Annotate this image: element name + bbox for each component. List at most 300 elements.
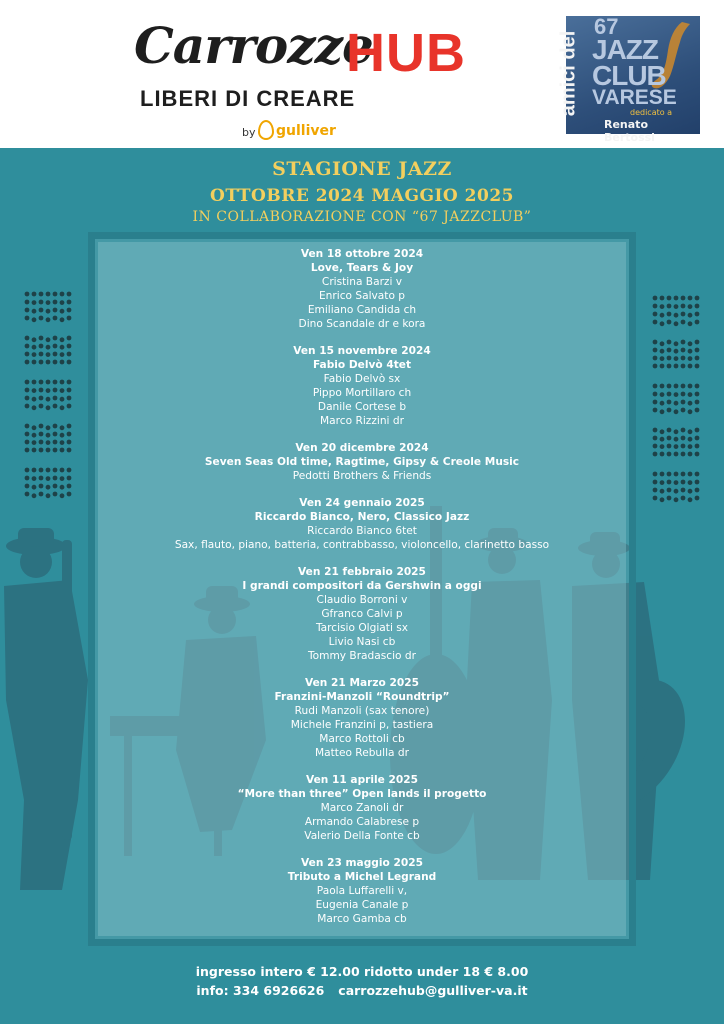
grill-dot xyxy=(674,313,679,318)
grill-dot xyxy=(39,396,44,401)
grill-dot xyxy=(53,344,58,349)
grill-dot xyxy=(681,428,686,433)
jazzclub-amici-text: amici del xyxy=(557,30,580,117)
grill-dot xyxy=(39,432,44,437)
grill-dot xyxy=(660,480,665,485)
grill-dot xyxy=(695,384,700,389)
grill-dot xyxy=(660,364,665,369)
grill-dot xyxy=(53,352,58,357)
event-item xyxy=(98,344,626,428)
grill-dot xyxy=(32,337,37,342)
grill-dot xyxy=(653,348,658,353)
grill-dot xyxy=(674,472,679,477)
grill-dot xyxy=(25,468,30,473)
grill-dot xyxy=(667,320,672,325)
grill-dot xyxy=(681,348,686,353)
jazzclub-number: 67 xyxy=(594,14,619,39)
grill-dot xyxy=(674,409,679,414)
event-date: Ven 20 dicembre 2024 xyxy=(295,442,429,454)
grill-dot xyxy=(667,392,672,397)
grill-dot xyxy=(695,488,700,493)
grill-dot xyxy=(688,341,693,346)
grill-dot xyxy=(60,485,65,490)
grill-dot xyxy=(674,437,679,442)
grill-dot xyxy=(695,312,700,317)
logo-tagline: LIBERI DI CREARE xyxy=(140,86,356,111)
grill-dot xyxy=(660,401,665,406)
grill-dot xyxy=(60,476,65,481)
grill-dot xyxy=(46,337,51,342)
event-title: Seven Seas Old time, Ragtime, Gipsy & Creole Music xyxy=(204,456,520,468)
event-lineup-line: Emiliano Candida ch xyxy=(307,304,417,316)
season-titles xyxy=(0,156,724,226)
grill-dot xyxy=(53,476,58,481)
grill-dot xyxy=(32,352,37,357)
event-item xyxy=(98,441,626,483)
event-lineup-line: Pippo Mortillaro ch xyxy=(312,387,412,399)
event-lineup-line: Sax, flauto, piano, batteria, contrabbasso, violoncello, clarinetto basso xyxy=(174,539,550,551)
grill-dot xyxy=(60,388,65,393)
grill-dot xyxy=(681,400,686,405)
event-lineup-line: Marco Gamba cb xyxy=(317,913,407,925)
grill-dot xyxy=(25,292,30,297)
event-date: Ven 23 maggio 2025 xyxy=(301,857,423,869)
event-lineup-line: Gfranco Calvi p xyxy=(321,608,403,620)
event-lineup-line: Fabio Delvò sx xyxy=(323,373,401,385)
event-date: Ven 21 Marzo 2025 xyxy=(305,677,419,689)
grill-dot xyxy=(681,312,686,317)
grill-dot xyxy=(688,429,693,434)
season-period: OTTOBRE 2024 MAGGIO 2025 xyxy=(210,186,514,206)
phone-info: info: 334 6926626 xyxy=(196,983,325,998)
grill-dot xyxy=(667,472,672,477)
grill-dot xyxy=(674,384,679,389)
grill-dot xyxy=(53,388,58,393)
grill-dot xyxy=(653,488,658,493)
grill-dot xyxy=(667,364,672,369)
event-lineup-line: Claudio Borroni v xyxy=(316,594,408,606)
event-lineup-line: Matteo Rebulla dr xyxy=(315,747,409,759)
season-title: STAGIONE JAZZ xyxy=(272,158,452,180)
event-item xyxy=(98,676,626,760)
grill-dot xyxy=(60,433,65,438)
grill-dot xyxy=(681,488,686,493)
grill-dot xyxy=(53,448,58,453)
grill-dot xyxy=(25,344,30,349)
header-banner xyxy=(0,0,724,148)
grill-dot xyxy=(653,340,658,345)
grill-dot xyxy=(53,316,58,321)
grill-dot xyxy=(53,396,58,401)
event-lineup-line: Armando Calabrese p xyxy=(304,816,420,828)
grill-dot xyxy=(60,440,65,445)
grill-dot xyxy=(667,428,672,433)
jazzclub-jazz-text: JAZZ xyxy=(592,34,658,65)
grill-dot xyxy=(60,380,65,385)
grill-dot xyxy=(32,448,37,453)
event-title: Fabio Delvò 4tet xyxy=(312,359,412,371)
event-lineup-line: Pedotti Brothers & Friends xyxy=(292,470,432,482)
grill-dot xyxy=(32,309,37,314)
event-lineup-line: Valerio Della Fonte cb xyxy=(304,830,420,842)
event-lineup-line: Dino Scandale dr e kora xyxy=(298,318,426,330)
grill-dot xyxy=(67,344,72,349)
grill-dot xyxy=(39,388,44,393)
gulliver-logo-text: gulliver xyxy=(276,123,336,139)
grill-dot xyxy=(53,432,58,437)
grill-dot xyxy=(660,356,665,361)
grill-dot xyxy=(39,316,44,321)
email-link[interactable]: carrozzehub@gulliver-va.it xyxy=(338,983,528,998)
grill-dot xyxy=(32,397,37,402)
grill-dot xyxy=(60,448,65,453)
grill-dot xyxy=(25,336,30,341)
grill-dot xyxy=(660,444,665,449)
grill-dot xyxy=(695,480,700,485)
grill-dot xyxy=(653,444,658,449)
grill-dot xyxy=(25,492,30,497)
grill-dot xyxy=(695,444,700,449)
grill-dot xyxy=(674,401,679,406)
grill-dot xyxy=(667,348,672,353)
event-lineup-line: Paola Luffarelli v, xyxy=(316,885,408,897)
grill-dot xyxy=(25,448,30,453)
grill-dot xyxy=(681,304,686,309)
grill-dot xyxy=(32,360,37,365)
grill-dot xyxy=(695,340,700,345)
grill-dot xyxy=(653,364,658,369)
grill-dot xyxy=(674,489,679,494)
grill-dot xyxy=(53,468,58,473)
grill-dot xyxy=(688,480,693,485)
event-lineup-line: Danile Cortese b xyxy=(317,401,407,413)
jazzclub-dedication: dedicato a xyxy=(630,108,673,117)
grill-dot xyxy=(32,440,37,445)
grill-dot xyxy=(681,436,686,441)
grill-dot xyxy=(660,472,665,477)
grill-dot xyxy=(25,476,30,481)
grill-dot xyxy=(667,340,672,345)
event-lineup-line: Michele Franzini p, tastiera xyxy=(290,719,434,731)
grill-dot xyxy=(53,300,58,305)
grill-dot xyxy=(32,345,37,350)
grill-dot xyxy=(667,452,672,457)
event-item xyxy=(98,565,626,663)
grill-dot xyxy=(681,356,686,361)
grill-dot xyxy=(46,425,51,430)
grill-dot xyxy=(688,313,693,318)
grill-dot xyxy=(695,408,700,413)
grill-dot xyxy=(25,388,30,393)
grill-dot xyxy=(653,296,658,301)
event-title: I grandi compositori da Gershwin a oggi xyxy=(242,580,482,592)
grill-dot xyxy=(39,424,44,429)
grill-dot xyxy=(681,408,686,413)
grill-dot xyxy=(653,392,658,397)
carrozzehub-logo xyxy=(134,16,466,146)
grill-dot xyxy=(660,321,665,326)
grill-dot xyxy=(46,448,51,453)
grill-dot xyxy=(25,424,30,429)
event-lineup-line: Tommy Bradascio dr xyxy=(308,650,416,662)
grill-dot xyxy=(25,440,30,445)
event-lineup-line: Marco Rizzini dr xyxy=(320,415,404,427)
event-item xyxy=(98,856,626,926)
grill-dot xyxy=(67,360,72,365)
grill-dot xyxy=(46,493,51,498)
grill-dot xyxy=(674,349,679,354)
grill-dot xyxy=(67,300,72,305)
grill-dot xyxy=(653,408,658,413)
grill-dot xyxy=(25,484,30,489)
grill-dot xyxy=(688,472,693,477)
grill-dot xyxy=(660,384,665,389)
grill-dot xyxy=(39,344,44,349)
grill-dot xyxy=(653,428,658,433)
event-title: Riccardo Bianco, Nero, Classico Jazz xyxy=(254,511,470,523)
grill-dot xyxy=(60,493,65,498)
grill-dot xyxy=(39,440,44,445)
grill-dot xyxy=(39,404,44,409)
grill-dot xyxy=(674,341,679,346)
grill-dot xyxy=(674,356,679,361)
event-date: Ven 11 aprile 2025 xyxy=(305,774,419,786)
grill-dot xyxy=(39,468,44,473)
grill-dot xyxy=(681,392,686,397)
grill-dot xyxy=(660,349,665,354)
grill-dot xyxy=(46,397,51,402)
grill-dot xyxy=(46,317,51,322)
grill-dot xyxy=(688,296,693,301)
logo-hub-text: HUB xyxy=(346,23,466,83)
grill-dot xyxy=(39,292,44,297)
grill-dot xyxy=(67,404,72,409)
grill-dot xyxy=(46,292,51,297)
grill-dot xyxy=(667,480,672,485)
event-title: “More than three” Open lands il progetto xyxy=(237,788,487,800)
grill-dot xyxy=(53,380,58,385)
grill-dot xyxy=(660,437,665,442)
grill-dot xyxy=(39,352,44,357)
grill-dot xyxy=(695,400,700,405)
grill-dot xyxy=(67,380,72,385)
grill-dot xyxy=(32,300,37,305)
grill-dot xyxy=(688,384,693,389)
grill-dot xyxy=(67,396,72,401)
grill-dot xyxy=(674,429,679,434)
grill-dot xyxy=(25,396,30,401)
grill-dot xyxy=(688,444,693,449)
grill-dot xyxy=(653,320,658,325)
grill-dot xyxy=(667,408,672,413)
grill-dot xyxy=(32,388,37,393)
jazzclub-logo xyxy=(557,14,700,144)
grill-dot xyxy=(660,304,665,309)
grill-dot xyxy=(67,476,72,481)
grill-dot xyxy=(67,316,72,321)
grill-dot xyxy=(660,409,665,414)
grill-dot xyxy=(53,440,58,445)
grill-dot xyxy=(653,480,658,485)
grill-dot xyxy=(695,296,700,301)
contact-line xyxy=(0,981,724,1000)
grill-dot xyxy=(695,436,700,441)
grill-dot xyxy=(46,300,51,305)
grill-dot xyxy=(67,424,72,429)
grill-dot xyxy=(39,484,44,489)
grill-dot xyxy=(695,356,700,361)
collaboration-line: IN COLLABORAZIONE CON “67 JAZZCLUB” xyxy=(192,209,532,225)
grill-dot xyxy=(60,468,65,473)
event-lineup-line: Eugenia Canale p xyxy=(315,899,409,911)
grill-dot xyxy=(60,397,65,402)
grill-dot xyxy=(32,433,37,438)
grill-dot xyxy=(681,472,686,477)
grill-dot xyxy=(667,356,672,361)
grill-dot xyxy=(25,300,30,305)
event-lineup-line: Marco Rottoli cb xyxy=(319,733,405,745)
grill-dot xyxy=(32,405,37,410)
grill-dot xyxy=(39,448,44,453)
event-date: Ven 21 febbraio 2025 xyxy=(298,566,426,578)
grill-dot xyxy=(39,492,44,497)
grill-dot xyxy=(688,304,693,309)
grill-dot xyxy=(53,292,58,297)
grill-dot xyxy=(688,401,693,406)
grill-dot xyxy=(46,388,51,393)
event-date: Ven 15 novembre 2024 xyxy=(293,345,431,357)
grill-dot xyxy=(53,308,58,313)
grill-dot xyxy=(25,380,30,385)
grill-dot xyxy=(25,316,30,321)
event-date: Ven 18 ottobre 2024 xyxy=(300,248,424,260)
grill-dot xyxy=(46,440,51,445)
grill-dot xyxy=(46,433,51,438)
grill-dot xyxy=(60,360,65,365)
grill-dot xyxy=(39,360,44,365)
grill-dot xyxy=(39,380,44,385)
grill-dot xyxy=(667,304,672,309)
jazzclub-city-text: VARESE xyxy=(592,86,677,109)
grill-dot xyxy=(688,452,693,457)
grill-dot xyxy=(681,320,686,325)
grill-dot xyxy=(67,492,72,497)
grill-dot xyxy=(653,384,658,389)
grill-dot xyxy=(681,480,686,485)
grill-dot xyxy=(67,336,72,341)
grill-dot xyxy=(695,320,700,325)
grill-dot xyxy=(46,476,51,481)
grill-dot xyxy=(46,405,51,410)
event-lineup-line: Tarcisio Olgiati sx xyxy=(315,622,409,634)
grill-dot xyxy=(695,364,700,369)
grill-dot xyxy=(46,352,51,357)
speaker-grill-left xyxy=(22,288,74,508)
grill-dot xyxy=(32,380,37,385)
grill-dot xyxy=(46,468,51,473)
grill-dot xyxy=(67,440,72,445)
grill-dot xyxy=(660,392,665,397)
grill-dot xyxy=(667,312,672,317)
grill-dot xyxy=(60,292,65,297)
grill-dot xyxy=(667,400,672,405)
grill-dot xyxy=(67,432,72,437)
grill-dot xyxy=(60,317,65,322)
grill-dot xyxy=(39,476,44,481)
grill-dot xyxy=(695,392,700,397)
grill-dot xyxy=(653,436,658,441)
grill-dot xyxy=(53,424,58,429)
event-lineup-line: Livio Nasi cb xyxy=(328,636,396,648)
grill-dot xyxy=(39,336,44,341)
ticket-prices: ingresso intero € 12.00 ridotto under 18 € 8.00 xyxy=(195,964,529,979)
grill-dot xyxy=(660,452,665,457)
grill-dot xyxy=(32,425,37,430)
gulliver-egg-icon xyxy=(258,120,274,140)
grill-dot xyxy=(674,321,679,326)
grill-dot xyxy=(674,392,679,397)
grill-dot xyxy=(53,492,58,497)
event-item xyxy=(98,247,626,331)
grill-dot xyxy=(688,437,693,442)
grill-dot xyxy=(39,308,44,313)
event-item xyxy=(98,496,626,552)
grill-dot xyxy=(660,313,665,318)
grill-dot xyxy=(695,348,700,353)
grill-dot xyxy=(32,476,37,481)
grill-dot xyxy=(46,309,51,314)
grill-dot xyxy=(39,300,44,305)
grill-dot xyxy=(60,425,65,430)
grill-dot xyxy=(674,296,679,301)
grill-dot xyxy=(653,304,658,309)
grill-dot xyxy=(667,436,672,441)
grill-dot xyxy=(25,404,30,409)
event-lineup-line: Enrico Salvato p xyxy=(318,290,406,302)
grill-dot xyxy=(667,384,672,389)
grill-dot xyxy=(25,308,30,313)
grill-dot xyxy=(60,352,65,357)
grill-dot xyxy=(674,304,679,309)
grill-dot xyxy=(688,356,693,361)
grill-dot xyxy=(53,404,58,409)
event-title: Tributo a Michel Legrand xyxy=(287,871,437,883)
grill-dot xyxy=(67,484,72,489)
grill-dot xyxy=(681,340,686,345)
grill-dot xyxy=(681,452,686,457)
grill-dot xyxy=(25,432,30,437)
logo-brand-text: Carrozze xyxy=(134,16,373,75)
grill-dot xyxy=(32,493,37,498)
grill-dot xyxy=(688,321,693,326)
grill-dot xyxy=(67,308,72,313)
event-lineup-line: Riccardo Bianco 6tet xyxy=(307,525,417,537)
grill-dot xyxy=(695,304,700,309)
grill-dot xyxy=(60,405,65,410)
grill-dot xyxy=(67,292,72,297)
grill-dot xyxy=(674,452,679,457)
grill-dot xyxy=(653,472,658,477)
event-lineup-line: Rudi Manzoli (sax tenore) xyxy=(294,705,430,717)
grill-dot xyxy=(60,345,65,350)
grill-dot xyxy=(660,489,665,494)
grill-dot xyxy=(681,444,686,449)
grill-dot xyxy=(688,409,693,414)
jazzclub-dedicatee: Renato Bertossi xyxy=(604,118,655,144)
grill-dot xyxy=(25,360,30,365)
grill-dot xyxy=(674,480,679,485)
grill-dot xyxy=(674,364,679,369)
